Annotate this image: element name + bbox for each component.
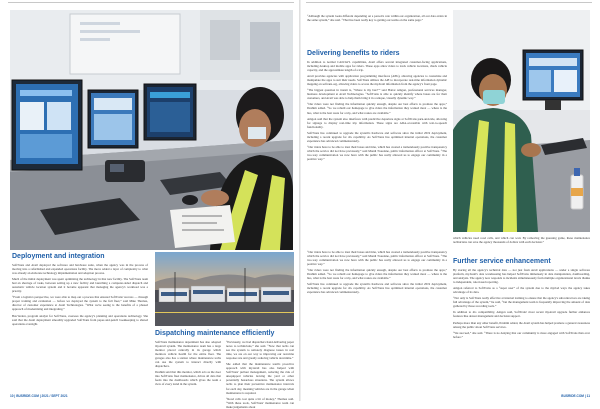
- text-column-deployment: [12, 263, 148, 391]
- paragraph: “Our riders were not finding the information quickly enough, despite our best efforts to promote the apps,” Ibrahim added. “So we rebuilt our homepage to give riders the information they wanted most — where is the bus, what is the best route for a trip, and what routes are available.”: [307, 102, 447, 115]
- dispatcher-workstation-photo: [10, 10, 293, 250]
- bus-depot-photo: [155, 252, 294, 326]
- top-rule-left: [8, 2, 294, 3]
- paragraph: “Not only is SoftTrans really effective at internal training to ensure that the agency's subcontractors are taking full advantage of the system,” he said, “but the management team is frequently improving the amount of data gathered by those recording tools.”: [453, 296, 590, 309]
- paragraph: Bus’lardon, program analyst for SoftTrans, oversees the agency's planning and operations technology. She said that the Avail deployment smoothly upgraded SoftTrans from paper-and-pencil bookkeeping to shared operations oversight.: [12, 313, 148, 326]
- section-heading-enhancement: Further service enhancement: [453, 258, 551, 265]
- section-heading-deployment: Deployment and integration: [12, 253, 105, 260]
- paragraph: “Road calls cost quite a bit of money,” Thomas said. “With these tools, SoftTrans' maintenance team can make judgements about: [226, 396, 294, 409]
- text-column-maintenance-b: [226, 340, 294, 409]
- paragraph: “From a logistics perspective, we were able to map out a process that ensured SoftTrans' success — through proper training and evaluation — before we deployed the system to the full fleet,” said Mike Thomas, director of customer experience at Avail Technologies. “What we're seeing is the benefits of a phased approach of modernizing and integrating.”: [12, 295, 148, 312]
- text-column-riders-continued: [307, 250, 447, 392]
- section-heading-maintenance: Dispatching maintenance efficiently: [155, 330, 275, 337]
- paragraph: “Our riders have to be able to trust their buses and time, which has created a tremendously positive transparency which the service did not have previously,” said Mandi Troudane, public information officer at SoftTrans. “The two-way communication we now have with the public has really allowed us to engage our community in a positive way.”: [307, 250, 447, 267]
- spread-gutter: [299, 0, 301, 401]
- paragraph: “The biggest question in transit is, ‘Where is my bus?’” said Hattar Amgon, professional services manager, business development at Avail Technologies. “SoftTrans is able to quickly identify where buses are for their customers, and Avail was able to help them bring it in a unique, visually dynamic way.”: [307, 88, 447, 101]
- paragraph: “We succeed,” she said. “There is no denying that our community is more engaged with SoftTrans than ever before.”: [453, 330, 590, 339]
- paragraph: In addition to normal CAD/AVL capabilities, Avail offers several integrated customer-facing applications, including desktop and mobile apps for riders. These apps allow riders to track vehicle locations, check vehicle capacity, and the approximate length of a trip.: [307, 60, 447, 73]
- paragraph: SoftTrans has continued to upgrade the system's hardware and software since the initial 2019 deployment, including a recent upgrade for 4G capability. As SoftTrans has optimized internal operations, the customer experience has advanced commensurately.: [307, 130, 447, 143]
- paragraph: “Previously, we had dispatchers hand-delivering paper notes to technicians,” she said. “Now that techs can see the system to remotely diagnose issues in real time, we are on our way to improving our real-time response rate and greatly reducing vehicle downtime.”: [226, 340, 294, 361]
- section-heading-riders: Delivering benefits to riders: [307, 50, 400, 57]
- paragraph: Ibrahim said that this monitor, which acts as the door into SoftTrans fleet maintenance, drives all data that feeds into the dashboards which gives the team a view of every trend in the system.: [155, 370, 221, 387]
- paragraph: By storing all the agency's technical data — not just from Avail applications — under a single software platform, myAvail's data warehousing has helped SoftTrans immensely in data manipulation, dashboarding, and analysis. The agency now responds to incidents simultaneously from multiple organizational levels thanks to independent, role-based reporting.: [453, 268, 590, 285]
- text-column-maintenance-a: [155, 340, 221, 392]
- paragraph: Much of the initial deployment was spent optimizing the technology in that new facility. The SoftTrans team had an shortage of tasks, between setting up a new facility and launching a computer-aided dispatch and automatic vehicle location system and it became apparent that managing the agency's workload was a priority.: [12, 277, 148, 294]
- paragraph: In addition to 4G compatibility, Amgon said, SoftTrans' most recent myAvail upgrade further enhances features like detour management and decision support.: [453, 310, 590, 319]
- paragraph: SoftTrans maintenance department has also adopted myAvail system. The maintenance team has a large monitor placed centrally in its garage which monitors vehicle health for the entire fleet. The garages also has a station where maintenance techs can use the system to interact directly with dispatchers.: [155, 340, 221, 369]
- paragraph: “Our riders were not finding the information quickly enough, despite our best efforts to promote the apps,” Ibrahim added. “So we rebuilt our homepage to give riders the information they wanted most — where is the bus, what is the best route for a trip, and what routes are available.”: [307, 268, 447, 281]
- top-rule-right: [306, 2, 592, 3]
- paragraph: She added that the maintenance team's proactive approach with myAvail has also helped with SoftTrans' pullout management, reducing the risk of unequipped vehicles leaving the yard or other potentially hazardous situations. The system allows techs to plan their preventive maintenance intervals for each day, meaning vehicles are in the garage when maintenance is required.: [226, 362, 294, 395]
- paragraph: which vehicles need road calls, and which can wait. By removing the guessing game, these maintenance technicians can save the agency thousands of dollars with each decision.”: [453, 236, 590, 245]
- masked-dispatcher-photo: [453, 10, 590, 232]
- paragraph: Amgon said that the system also interfaces with predictive departure signs at SoftTrans park-and-ride, allowing for signage to display real-time trip information. These signs are ADA-accessible with text-to-speech functionality.: [307, 116, 447, 129]
- paragraph: Perhaps more than any other benefit, Ibrahim added, the Avail system has helped promote a general awareness among the public about SoftTrans services.: [453, 320, 590, 329]
- paragraph: “Our riders have to be able to trust their buses and time, which has created a tremendously positive transparency which the service did not have previously,” said Mandi Troudane, public information officer at SoftTrans. “The two-way communication we now have with the public has really allowed us to engage our community in a positive way.”: [307, 144, 447, 161]
- paragraph: Amgon referred to SoftTrans as a “super user” of the system due to the myriad ways the agency takes advantage of its data.: [453, 286, 590, 295]
- text-column-continuation: [453, 236, 590, 258]
- text-column-intro: [307, 14, 447, 54]
- paragraph: SoftTrans and Avail deployed the software and hardware suite, when the agency was in the process of moving into a refurbished and expanded operations facility. The move added a layer of complexity to what was already an elaborate technology implementation and adoption process.: [12, 263, 148, 276]
- left-page-folio: 10 | BUSRIDE.COM | 2021 / SEPT 2021: [10, 394, 68, 398]
- text-column-enhancement: [453, 268, 590, 392]
- text-column-riders: [307, 60, 447, 246]
- paragraph: Avail provides agencies with application programming interfaces (APIs), allowing agencies to customize and manipulate the apps to suit their needs. SoftTrans utilizes the API to incorporate real-time information dynamic mapping on softrans.org, allowing riders to access the myAvail information from the agency's front page.: [307, 74, 447, 87]
- right-page-folio: BUSRIDE.COM | 11: [561, 394, 590, 398]
- paragraph: “Although the system looks different depending on a person's role within our organization, all our data exists in the same system,” she said. “That has been really key to getting our teams on the same page.”: [307, 14, 447, 23]
- paragraph: SoftTrans has continued to upgrade the system's hardware and software since the initial 2019 deployment, including a recent upgrade for 4G capability. As SoftTrans has optimized internal operations, the customer experience has advanced commensurately.: [307, 282, 447, 295]
